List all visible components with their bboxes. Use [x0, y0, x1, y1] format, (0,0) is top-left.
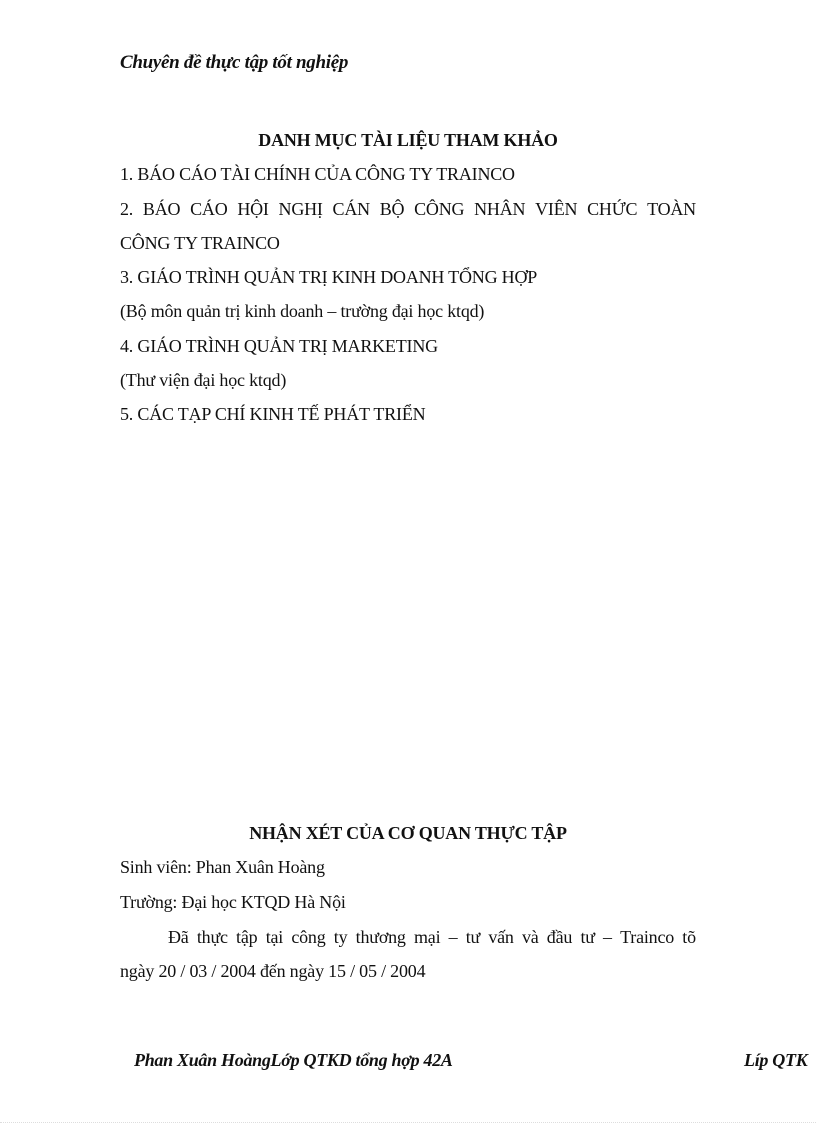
word: tại: [265, 927, 284, 947]
word: –: [448, 927, 458, 947]
document-header-title: Chuyên đề thực tập tốt nghiệp: [120, 52, 349, 73]
word: BÁO: [142, 199, 181, 219]
word: tập: [236, 927, 258, 947]
word: CHỨC: [587, 199, 638, 219]
internship-paragraph-line-2: ngày 20 / 03 / 2004 đến ngày 15 / 05 / 2004: [120, 961, 426, 981]
word: 2.: [120, 199, 134, 219]
word: Đã: [168, 927, 189, 947]
word: thương: [355, 927, 406, 947]
word: mại: [413, 927, 441, 947]
word: CÔNG: [414, 199, 465, 219]
word: CÁN: [332, 199, 370, 219]
school-line: Trường: Đại học KTQD Hà Nội: [120, 892, 346, 912]
reference-item-1: 1. BÁO CÁO TÀI CHÍNH CỦA CÔNG TY TRAINCO: [120, 164, 515, 184]
internship-paragraph-line-1: [168, 927, 696, 948]
word: tõ: [682, 927, 696, 947]
evaluation-heading: NHẬN XÉT CỦA CƠ QUAN THỰC TẬP: [249, 823, 567, 843]
footer-class-truncated: Líp QTK: [744, 1050, 808, 1070]
word: TOÀN: [647, 199, 696, 219]
word: thực: [196, 927, 228, 947]
word: đầu: [546, 927, 573, 947]
student-name-line: Sinh viên: Phan Xuân Hoàng: [120, 857, 325, 877]
word: BỘ: [379, 199, 405, 219]
word: vấn: [488, 927, 514, 947]
word: NHÂN: [474, 199, 526, 219]
word: –: [603, 927, 612, 947]
word: Trainco: [620, 927, 675, 947]
reference-item-2-continuation: CÔNG TY TRAINCO: [120, 233, 280, 253]
references-heading: DANH MỤC TÀI LIỆU THAM KHẢO: [258, 130, 558, 150]
footer-student-class: Phan Xuân HoàngLớp QTKD tổng hợp 42A: [134, 1050, 453, 1070]
word: công: [291, 927, 326, 947]
word: NGHỊ: [278, 199, 323, 219]
word: tư: [465, 927, 481, 947]
reference-item-2: [120, 199, 696, 220]
reference-item-5: 5. CÁC TẠP CHÍ KINH TẾ PHÁT TRIỂN: [120, 404, 426, 424]
reference-item-3-note: (Bộ môn quản trị kinh doanh – trường đại học ktqd): [120, 301, 485, 321]
reference-item-4: 4. GIÁO TRÌNH QUẢN TRỊ MARKETING: [120, 336, 438, 356]
word: CÁO: [190, 199, 228, 219]
word: VIÊN: [535, 199, 578, 219]
word: và: [521, 927, 539, 947]
reference-item-3: 3. GIÁO TRÌNH QUẢN TRỊ KINH DOANH TỔNG HỢP: [120, 267, 538, 287]
word: HỘI: [237, 199, 269, 219]
reference-item-4-note: (Thư viện đại học ktqd): [120, 370, 287, 390]
word: ty: [333, 927, 348, 947]
word: tư: [580, 927, 595, 947]
